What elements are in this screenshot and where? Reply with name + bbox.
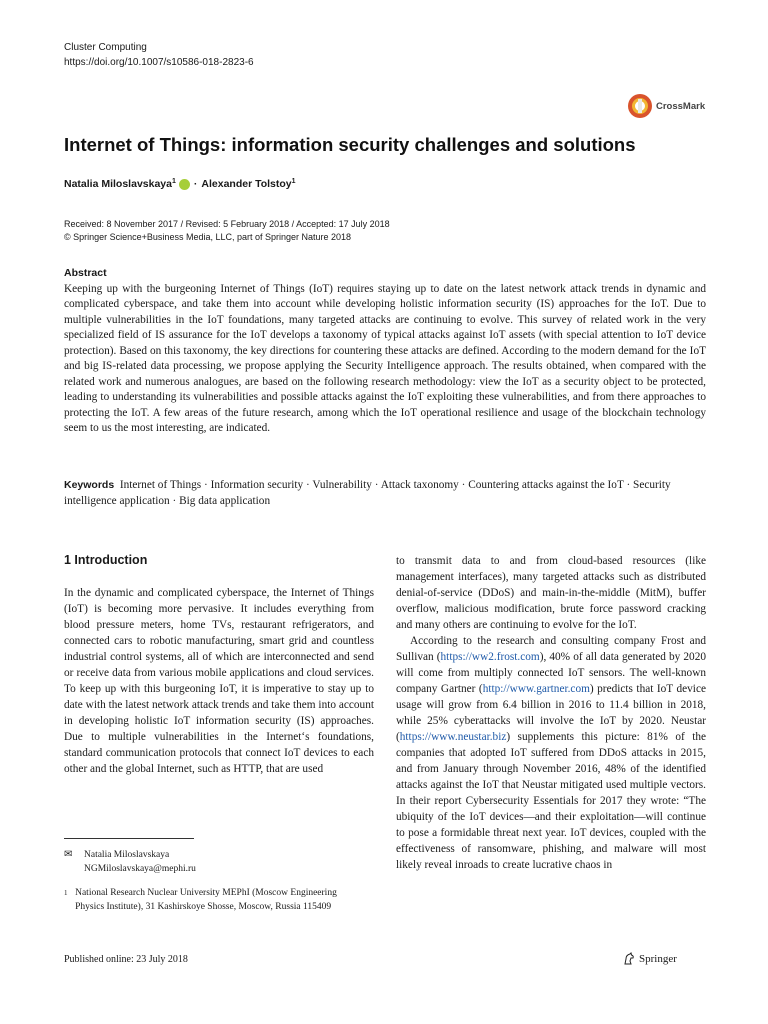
paper-title: Internet of Things: information security challenges and solutions — [64, 134, 636, 155]
text-run: ) supplements this picture: 81% of the companies that adopted IoT suffered from DDoS attacks in 2015, and from January through November 2016, 48% of the identified attacks against the IoT that Neustar mitigated used multiple vectors. In their report Cybersecurity Essentials for 2017 they wrote: “The ubiquity of the IoT devices—and their exploitation—will continue to pose a formidable threat next year. IoT devices, coupled with the effectiveness of ransomware, phishing, and malware will most likely reveal inroads to create lucrative chaos in — [396, 731, 706, 871]
copyright-line: © Springer Science+Business Media, LLC, part of Springer Nature 2018 — [64, 232, 352, 242]
affiliation-marker: 1 — [171, 178, 176, 185]
journal-name: Cluster Computing — [64, 42, 147, 53]
text-run: ), 40% of all data generated by 2020 will come from multiply connected IoT sensors. The well-known company Gartner ( — [396, 651, 707, 695]
author-email[interactable]: NGMiloslavskaya@mephi.ru — [84, 864, 196, 874]
corresponding-author-footnote — [64, 848, 196, 876]
abstract-heading: Abstract — [64, 267, 107, 279]
author-name: Natalia Miloslavskaya — [84, 850, 170, 860]
crossmark-icon — [627, 93, 653, 119]
affiliation-number: 1 — [64, 889, 68, 897]
history-line: Received: 8 November 2017 / Revised: 5 February 2018 / Accepted: 17 July 2018 — [64, 219, 390, 229]
published-date: Published online: 23 July 2018 — [64, 954, 188, 965]
orcid-icon[interactable] — [179, 179, 190, 190]
affiliation-marker: 1 — [291, 178, 296, 185]
publisher-logo[interactable] — [622, 952, 677, 966]
doi-link[interactable]: https://doi.org/10.1007/s10586-018-2823-6 — [64, 57, 254, 68]
crossmark-label: CrossMark — [656, 100, 706, 112]
springer-horse-icon — [622, 952, 636, 966]
keywords-heading: Keywords — [64, 479, 115, 491]
envelope-icon: ✉ — [64, 849, 73, 860]
publication-dates — [64, 218, 390, 244]
body-paragraph: In the dynamic and complicated cyberspace, the Internet of Things (IoT) is becoming more pervasive. It includes everything from blood pressure meters, home TVs, restaurant refrigerators, and connected cars to robotic manufacturing, smart grid and countless industrial control systems, all of which are interconnected and send or receive data from various mobile applications and cloud services. To keep up with this burgeoning IoT, it is imperative to stay up to date with the latest network attack trends and take them into account in developing holistic IoT information security (IS) approaches. Due to multiple vulnerabilities in the Internet‘s foundations, standard communication protocols that connect IoT devices to each other and the global Internet, such as HTTP, that are used — [64, 587, 374, 775]
author-separator: · — [193, 178, 198, 190]
affiliation-text: National Research Nuclear University MEPhI (Moscow Engineering Physics Institute), 31 Kashirskoye Shosse, Moscow, Russia 115409 — [75, 888, 337, 912]
author-name[interactable]: Alexander Tolstoy — [201, 178, 292, 190]
affiliation-footnote — [64, 886, 364, 914]
section-heading: 1 Introduction — [64, 553, 148, 567]
journal-header — [64, 40, 254, 70]
abstract-text: Keeping up with the burgeoning Internet of Things (IoT) requires staying up to date on the latest network attack trends in dynamic and complicated cyberspace, and take them into account while developing holistic information security (IS) approaches for the IoT. Due to multiple vulnerabilities in the IoT foundations, many targeted attacks are continuing to evolve. This survey of related work in the very specialized field of IS assurance for the IoT develops a taxonomy of typical attacks against IoT assets (with special attention to IoT device protection). Based on this taxonomy, the key directions for countering these attacks are defined. According to the modern demand for the IoT and big IS-related data processing, we propose applying the Security Intelligence approach. The results obtained, when compared with the related work and numerous analogues, are based on the following research methodology: view the IoT as a security object to be protected, leading to understanding its vulnerabilities and possible attacks against the IoT exploiting these vulnerabilities, and from there approaches to protecting the IoT. A few areas of the future research, among which the IoT operational resilience and usage of the blockchain technology seem to us the most interesting, are indicated. — [64, 282, 706, 434]
neustar-link[interactable]: https://www.neustar.biz — [399, 731, 507, 743]
publisher-name: Springer — [639, 953, 677, 965]
text-run: According to the research and consulting company Frost and Sullivan ( — [396, 635, 706, 663]
footnote-rule — [64, 838, 194, 839]
gartner-link[interactable]: http://www.gartner.com — [482, 683, 590, 695]
body-paragraph: to transmit data to and from cloud-based resources (like management interfaces), many targeted attacks such as distributed denial-of-service (DDoS) and main-in-the-middle (MitM), buffer overflow, malicious modification, brute force password cracking and many others are continuing to evolve for the IoT. — [396, 555, 706, 631]
crossmark-badge[interactable] — [627, 93, 705, 119]
frost-link[interactable]: https://ww2.frost.com — [440, 651, 540, 663]
body-paragraph — [396, 633, 706, 873]
text-run: ) predicts that IoT device usage will grow from 6.4 billion in 2016 to 11.4 billion in 2018, while 25% cyberattacks will involve the IoT by 2020. Neustar ( — [396, 683, 706, 743]
author-name[interactable]: Natalia Miloslavskaya — [64, 178, 172, 190]
right-column — [396, 553, 706, 873]
abstract — [64, 266, 706, 437]
keywords-text: Internet of Things · Information security · Vulnerability · Attack taxonomy · Countering attacks against the IoT · Security intelligence application · Big data application — [64, 479, 671, 507]
keywords — [64, 477, 706, 509]
left-column — [64, 585, 374, 777]
author-list — [64, 178, 296, 190]
